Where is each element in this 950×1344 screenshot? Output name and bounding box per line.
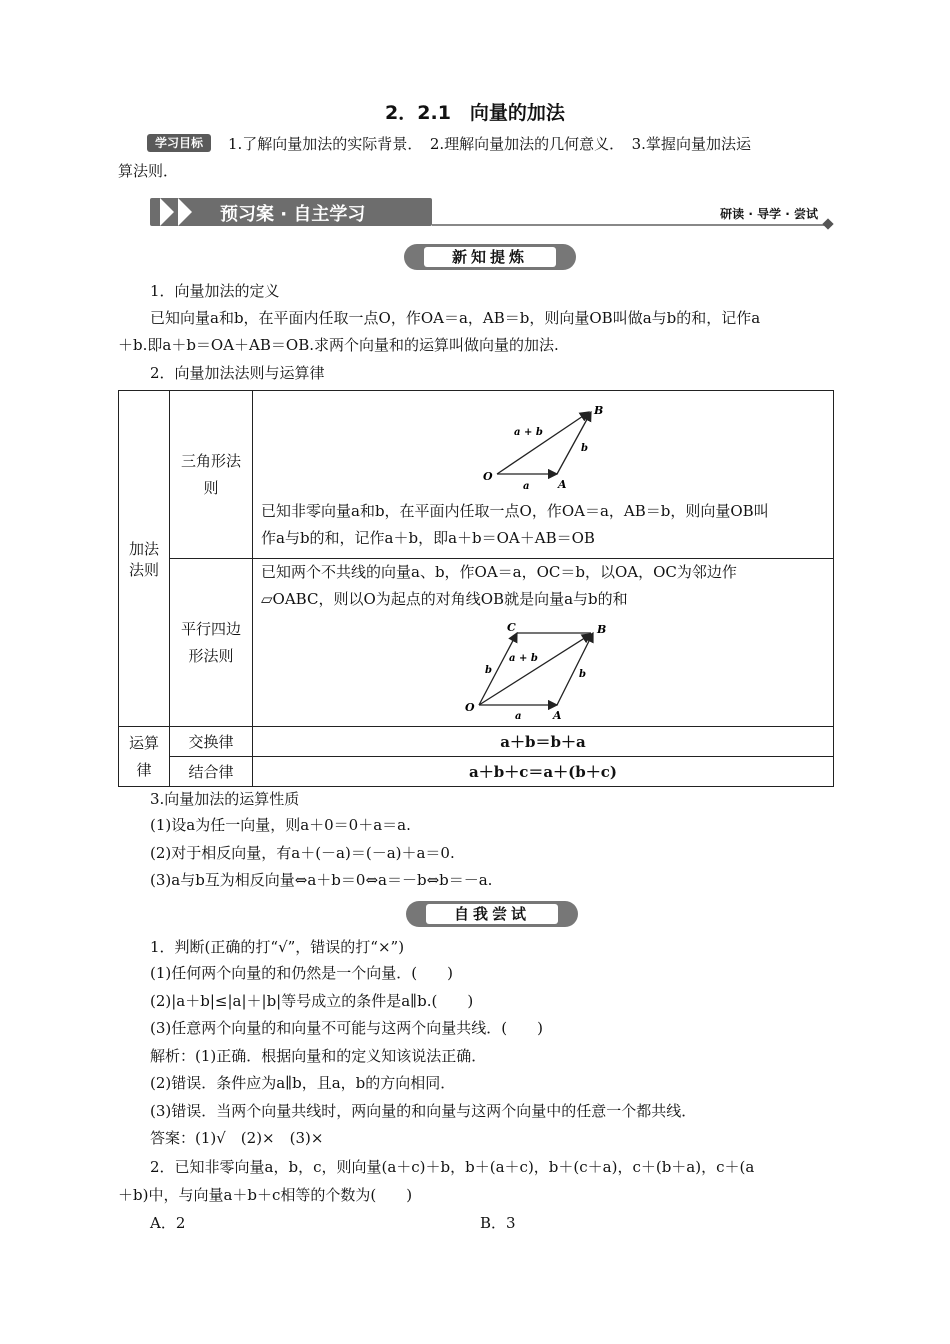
banner-title: 预习案 · 自主学习 (220, 204, 366, 225)
assoc-text: a＋b＋c＝a＋(b＋c) (253, 757, 834, 787)
diamond-icon (822, 218, 833, 229)
pill-label: 自我尝试 (426, 904, 558, 924)
triangle-label-cell (170, 391, 253, 559)
point-a: A (553, 709, 562, 722)
point-o: O (465, 701, 475, 714)
para-text-2: ▱OABC，则以O为起点的对角线OB就是向量a与b的和 (261, 590, 628, 608)
section-pill-self-test (406, 901, 578, 927)
chevron-icon (160, 198, 174, 226)
para-label-cell (170, 559, 253, 727)
point-a: A (558, 478, 567, 491)
label-b: b (581, 443, 588, 454)
point-c: C (507, 621, 516, 634)
chevron-icon (178, 198, 192, 226)
q2-stem-2: ＋b)中，与向量a＋b＋c相等的个数为( ) (118, 1186, 413, 1204)
banner-rule (432, 224, 832, 226)
q2-stem-1: 2．已知非零向量a，b，c，则向量(a＋c)＋b，b＋(a＋c)，b＋(c＋a)，c＋(b＋a)，c＋(a (150, 1158, 755, 1176)
prop-2: (2)对于相反向量，有a＋(－a)＝(－a)＋a＝0. (150, 844, 455, 862)
goals-line-2: 算法则． (118, 162, 179, 180)
comm-text: a＋b＝b＋a (253, 727, 834, 757)
triangle-content (253, 391, 834, 559)
label-a-plus-b: a + b (514, 427, 543, 438)
point-o: O (483, 470, 493, 483)
label-a: a (523, 481, 530, 492)
triangle-figure (261, 398, 825, 498)
pill-label: 新知提炼 (424, 247, 556, 267)
def-heading: 1．向量加法的定义 (150, 282, 280, 300)
q1-stem: 1．判断(正确的打“√”，错误的打“×”) (150, 938, 405, 956)
section-banner (150, 196, 832, 228)
triangle-text-2: 作a与b的和，记作a＋b，即a＋b＝OA＋AB＝OB (261, 529, 595, 547)
para-content (253, 559, 834, 727)
solution-1: 解析：(1)正确．根据向量和的定义知该说法正确． (150, 1047, 487, 1065)
label-a: a (515, 711, 522, 722)
rules-heading: 2．向量加法法则与运算律 (150, 364, 325, 382)
option-a: A．2 (150, 1214, 186, 1232)
para-text-1: 已知两个不共线的向量a、b，作OA＝a，OC＝b，以OA，OC为邻边作 (261, 563, 737, 581)
solution-3: (3)错误．当两个向量共线时，两向量的和向量与这两个向量中的任意一个都共线． (150, 1102, 697, 1120)
q1-a: (1)任何两个向量的和仍然是一个向量．( ) (150, 964, 453, 982)
comm-label: 交换律 (170, 727, 253, 757)
prop-3: (3)a与b互为相反向量⇔a＋b＝0⇔a＝－b⇔b＝－a. (150, 871, 493, 889)
q1-c: (3)任意两个向量的和向量不可能与这两个向量共线．( ) (150, 1019, 543, 1037)
q1-b: (2)|a＋b|≤|a|＋|b|等号成立的条件是a∥b.( ) (150, 992, 474, 1010)
para-label: 平行四边形法则 (180, 619, 241, 665)
goals-line-1: 1.了解向量加法的实际背景． 2.理解向量加法的几何意义． 3.掌握向量加法运 (228, 135, 751, 153)
parallelogram-figure (261, 613, 825, 723)
def-line-2: ＋b.即a＋b＝OA＋AB＝OB.求两个向量和的运算叫做向量的加法. (118, 336, 559, 354)
solution-2: (2)错误．条件应为a∥b，且a，b的方向相同． (150, 1074, 456, 1092)
banner-tag: 研读 · 导学 · 尝试 (720, 207, 818, 221)
answer-line: 答案：(1)√ (2)× (3)× (150, 1129, 324, 1147)
vector-a-plus-b (497, 412, 589, 474)
label-a-plus-b: a + b (509, 653, 538, 664)
triangle-text-1: 已知非零向量a和b，在平面内任取一点O，作OA＝a，AB＝b，则向量OB叫 (261, 502, 769, 520)
label-b-left: b (485, 665, 492, 676)
page-title: 2．2.1 向量的加法 (385, 102, 565, 124)
point-b: B (594, 404, 604, 417)
group-add-label: 加法法则 (128, 539, 159, 579)
goals-badge: 学习目标 (147, 134, 211, 152)
props-heading: 3.向量加法的运算性质 (150, 790, 300, 808)
def-line-1: 已知向量a和b，在平面内任取一点O，作OA＝a，AB＝b，则向量OB叫做a与b的和，记作a (150, 309, 761, 327)
prop-1: (1)设a为任一向量，则a＋0＝0＋a＝a. (150, 816, 411, 834)
label-b-right: b (579, 669, 586, 680)
option-b: B．3 (480, 1214, 516, 1232)
group-add-cell (119, 391, 170, 727)
group-law-label: 运算律 (128, 733, 159, 779)
section-pill-new-knowledge (404, 244, 576, 270)
triangle-label: 三角形法则 (180, 451, 241, 497)
point-b: B (597, 623, 607, 636)
group-law-cell (119, 727, 170, 787)
rules-table (118, 390, 834, 787)
assoc-label: 结合律 (170, 757, 253, 787)
